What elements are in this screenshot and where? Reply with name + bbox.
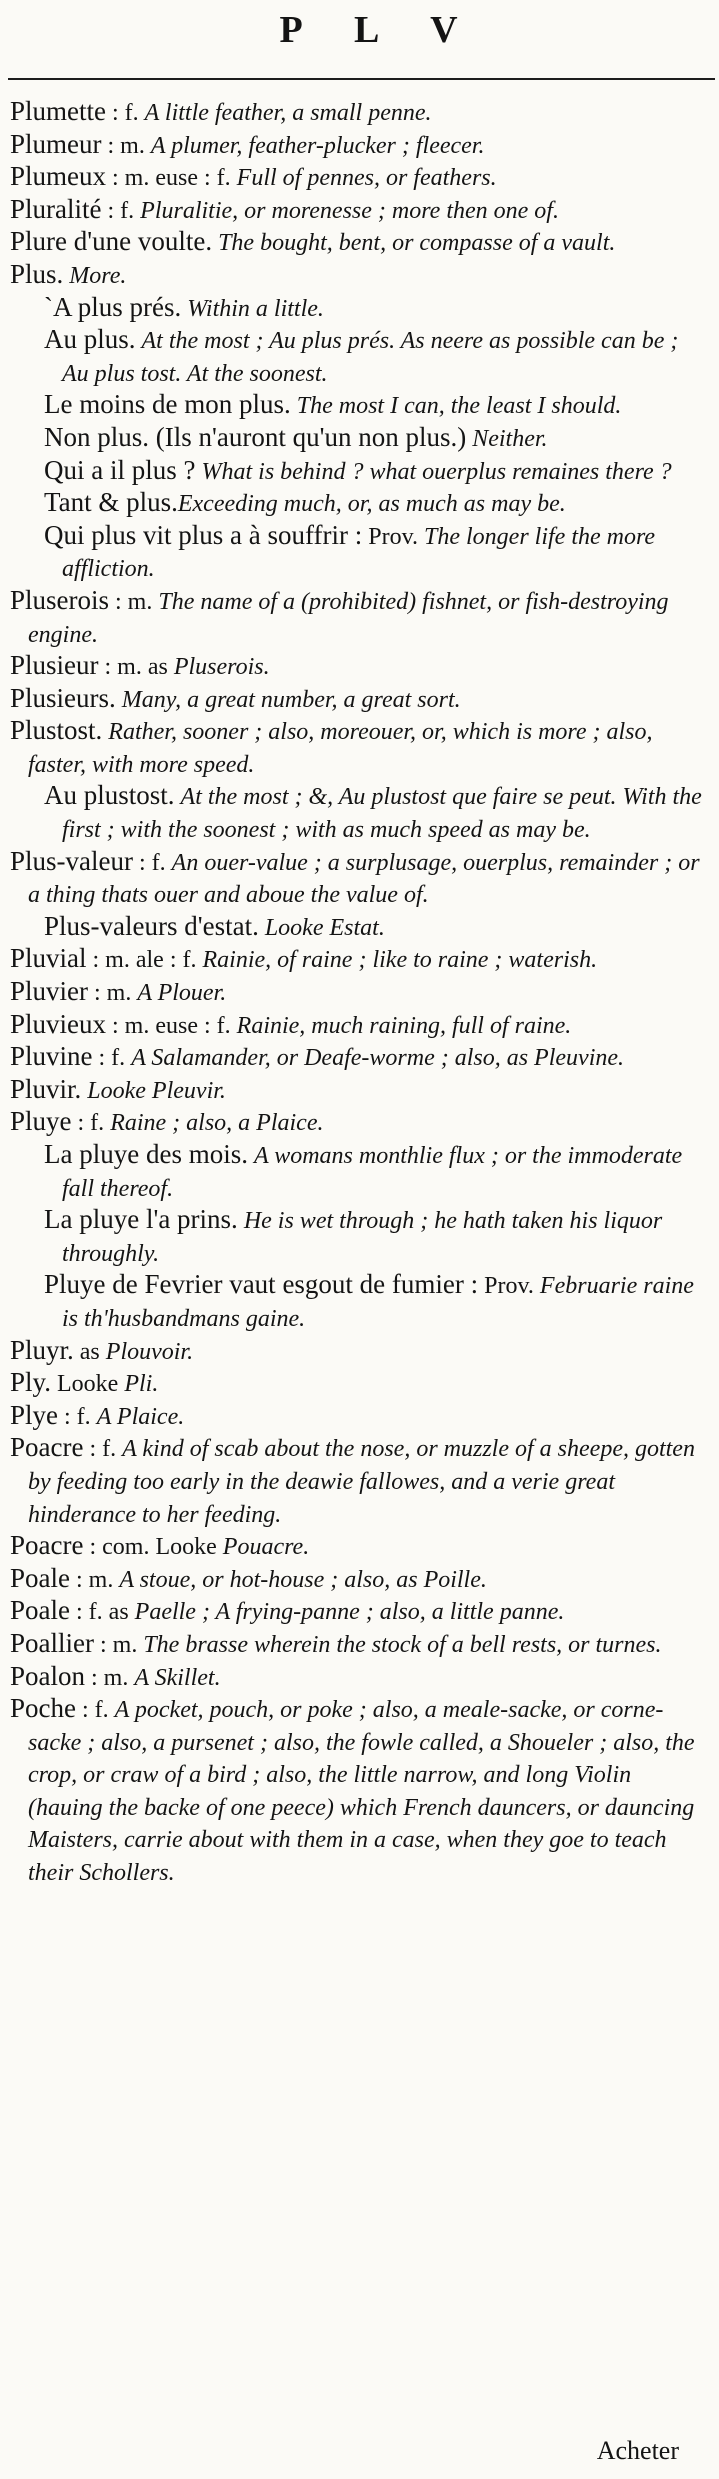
sub-entry xyxy=(10,422,705,455)
dictionary-entry xyxy=(10,1074,705,1107)
headword: Pluyr. xyxy=(10,1334,74,1365)
definition: The bought, bent, or compasse of a vault. xyxy=(218,230,616,257)
definition: Pouacre. xyxy=(222,1534,310,1561)
grammar-note: Looke xyxy=(51,1371,125,1398)
definition: At the most ; Au plus prés. As neere as possible can be ; Au plus tost. At the soonest. xyxy=(62,328,679,387)
definition: Pluserois. xyxy=(173,654,270,681)
headword: Plus-valeur xyxy=(10,845,133,876)
definition: A pocket, pouch, or poke ; also, a meale-sacke, or corne-sacke ; also, a pursenet ; also, the fowle called, a Shoueler ; also, the crop, or craw of a bird ; also, the little narrow, and long Violin (hauing the backe of one peece) which French dauncers, or dauncing Maisters, carrie about with them in a case, when they goe to teach their Schollers. xyxy=(28,1697,695,1887)
sub-entry xyxy=(10,324,705,389)
definition: Februarie raine is th'husbandmans gaine. xyxy=(62,1273,694,1332)
grammar-note: : m. xyxy=(109,588,159,615)
definition: More. xyxy=(69,262,127,289)
headword: Pluye de Fevrier vaut esgout de fumier : xyxy=(44,1269,479,1300)
grammar-note: : m. xyxy=(70,1566,120,1593)
dictionary-entry xyxy=(10,1595,705,1628)
sub-entry xyxy=(10,389,705,422)
grammar-note: : m. xyxy=(85,1664,135,1691)
grammar-note: : f. xyxy=(92,1045,132,1072)
definition: An ouer-value ; a surplusage, ouerplus, remainder ; or a thing thats ouer and aboue the value of. xyxy=(28,849,700,909)
definition: Pluralitie, or morenesse ; more then one of. xyxy=(140,197,559,224)
dictionary-entry xyxy=(10,259,705,292)
dictionary-entry xyxy=(10,650,705,683)
headword: Plusieur xyxy=(10,650,99,681)
headword: Pluralité xyxy=(10,193,102,224)
sub-entry xyxy=(10,292,705,325)
grammar-note: : m. xyxy=(88,980,138,1007)
grammar-note: : f. xyxy=(75,1697,115,1724)
headword: Qui plus vit plus a à souffrir : xyxy=(44,519,363,550)
definition: A Skillet. xyxy=(134,1664,221,1691)
sub-entry xyxy=(10,455,705,488)
dictionary-entry xyxy=(10,1106,705,1139)
grammar-note: as xyxy=(73,1338,106,1365)
headword: Pluvine xyxy=(10,1041,93,1072)
definition: A Salamander, or Deafe-worme ; also, as Pleuvine. xyxy=(131,1045,625,1072)
grammar-note: : m. ale : f. xyxy=(86,947,203,974)
headword: Ply. xyxy=(10,1367,52,1398)
headword: Poalon xyxy=(10,1660,86,1691)
headword: Plusieurs. xyxy=(10,682,116,713)
sub-entry xyxy=(10,780,705,845)
headword: Poallier xyxy=(10,1627,94,1658)
definition: Within a little. xyxy=(187,295,324,322)
definition: A Plaice. xyxy=(96,1403,185,1430)
definition: A stoue, or hot-house ; also, as Poille. xyxy=(119,1566,487,1593)
dictionary-entry xyxy=(10,1335,705,1368)
definition: At the most ; &, Au plustost que faire se peut. With the first ; with the soonest ; with as much speed as may be. xyxy=(62,784,702,844)
dictionary-entry xyxy=(10,1661,705,1694)
dictionary-entry xyxy=(10,1367,705,1400)
dictionary-entry xyxy=(10,715,705,780)
definition: Paelle ; A frying-panne ; also, a little panne. xyxy=(134,1599,565,1626)
grammar-note: : m. as xyxy=(98,654,174,681)
headword: Plumeur xyxy=(10,128,102,159)
sub-entry xyxy=(10,911,705,944)
definition: Rainie, much raining, full of raine. xyxy=(236,1012,572,1039)
definition: Exceeding much, or, as much as may be. xyxy=(177,491,566,518)
headword: `A plus prés. xyxy=(44,291,182,322)
definition: Looke Pleuvir. xyxy=(87,1077,226,1104)
headword: Plye xyxy=(10,1399,59,1430)
headword: Poche xyxy=(10,1693,76,1724)
definition: Full of pennes, or feathers. xyxy=(236,165,497,192)
headword: La pluye l'a prins. xyxy=(44,1204,238,1235)
headword: Poacre xyxy=(10,1530,84,1561)
dictionary-entry xyxy=(10,226,705,259)
dictionary-entry xyxy=(10,585,705,650)
grammar-note: : m. xyxy=(101,132,151,159)
sub-entry xyxy=(10,1139,705,1204)
definition: Many, a great number, a great sort. xyxy=(121,686,461,713)
definition: Raine ; also, a Plaice. xyxy=(110,1110,324,1137)
headword: Plure d'une voulte. xyxy=(10,226,213,257)
headword: Poacre xyxy=(10,1432,84,1463)
definition: The name of a (prohibited) fishnet, or fish-destroying engine. xyxy=(28,588,669,648)
headword: Plus. xyxy=(10,258,64,289)
definition: The brasse wherein the stock of a bell rests, or turnes. xyxy=(143,1631,662,1658)
headword: Pluvir. xyxy=(10,1073,82,1104)
page-header: P L V xyxy=(279,9,480,51)
dictionary-entry xyxy=(10,129,705,162)
headword: Pluye xyxy=(10,1106,72,1137)
headword: Le moins de mon plus. xyxy=(44,389,291,420)
dictionary-entry xyxy=(10,161,705,194)
entry-list xyxy=(10,96,705,1889)
grammar-note: : m. xyxy=(93,1631,144,1658)
dictionary-entry xyxy=(10,1009,705,1042)
grammar-note: Prov. xyxy=(478,1273,540,1300)
headword: Plumette xyxy=(10,96,106,126)
headword: Pluserois xyxy=(10,584,110,615)
definition: A womans monthlie flux ; or the immoderate fall thereof. xyxy=(62,1143,683,1202)
dictionary-entry xyxy=(10,1693,705,1889)
headword: La pluye des mois. xyxy=(44,1139,248,1169)
catchword: Acheter xyxy=(596,2436,679,2465)
grammar-note: : f. xyxy=(83,1436,123,1463)
headword: Pluvieux xyxy=(10,1008,107,1039)
headword: Non plus. (Ils n'auront qu'un non plus.) xyxy=(44,421,467,452)
headword: Tant & plus. xyxy=(44,487,178,518)
definition: Rather, sooner ; also, moreouer, or, which is more ; also, faster, with more speed. xyxy=(28,719,653,778)
headword: Pluvial xyxy=(10,943,87,974)
definition: A little feather, a small penne. xyxy=(144,100,432,126)
dictionary-entry xyxy=(10,1432,705,1530)
grammar-note: : f. xyxy=(71,1110,111,1137)
definition: Pli. xyxy=(124,1371,159,1398)
definition: A kind of scab about the nose, or muzzle of a sheepe, gotten by feeding too early in the deawie fallowes, and a verie great hinderance to her feeding. xyxy=(28,1436,695,1528)
headword: Plumeux xyxy=(10,161,107,192)
grammar-note: : f. xyxy=(132,849,172,876)
definition: What is behind ? what ouerplus remaines there ? xyxy=(201,458,672,485)
grammar-note: : f. xyxy=(58,1403,97,1430)
dictionary-entry xyxy=(10,1041,705,1074)
sub-entry xyxy=(10,1269,705,1334)
definition: Plouvoir. xyxy=(105,1338,194,1365)
definition: He is wet through ; he hath taken his liquor throughly. xyxy=(62,1208,663,1267)
headword: Plus-valeurs d'estat. xyxy=(44,910,259,941)
definition: Neither. xyxy=(472,425,548,452)
dictionary-entry xyxy=(10,1530,705,1563)
sub-entry xyxy=(10,520,705,585)
grammar-note: : f. xyxy=(101,197,141,224)
sub-entry xyxy=(10,487,705,520)
dictionary-entry xyxy=(10,943,705,976)
headword: Au plus. xyxy=(44,324,136,355)
grammar-note: : com. Looke xyxy=(83,1534,223,1561)
headword: Pluvier xyxy=(10,976,88,1007)
grammar-note: : f. xyxy=(106,100,145,126)
headword: Qui a il plus ? xyxy=(44,454,196,485)
grammar-note: : m. euse : f. xyxy=(106,1012,237,1039)
grammar-note: Prov. xyxy=(362,523,425,550)
headword: Au plustost. xyxy=(44,780,175,811)
header-rule xyxy=(8,78,715,80)
definition: A Plouer. xyxy=(137,980,227,1007)
definition: A plumer, feather-plucker ; fleecer. xyxy=(150,132,485,159)
dictionary-entry xyxy=(10,683,705,716)
headword: Poale xyxy=(10,1595,70,1626)
definition: The most I can, the least I should. xyxy=(296,393,622,420)
definition: The longer life the more affliction. xyxy=(62,523,656,583)
dictionary-entry xyxy=(10,1628,705,1661)
headword: Plustost. xyxy=(10,715,103,746)
definition: Rainie, of raine ; like to raine ; waterish. xyxy=(202,947,598,974)
dictionary-entry xyxy=(10,1563,705,1596)
grammar-note: : f. as xyxy=(70,1599,135,1626)
dictionary-entry xyxy=(10,96,705,129)
dictionary-entry xyxy=(10,1400,705,1433)
dictionary-entry xyxy=(10,976,705,1009)
definition: Looke Estat. xyxy=(264,914,385,941)
headword: Poale xyxy=(10,1562,70,1593)
sub-entry xyxy=(10,1204,705,1269)
dictionary-entry xyxy=(10,846,705,911)
grammar-note: : m. euse : f. xyxy=(106,165,237,192)
dictionary-entry xyxy=(10,194,705,227)
